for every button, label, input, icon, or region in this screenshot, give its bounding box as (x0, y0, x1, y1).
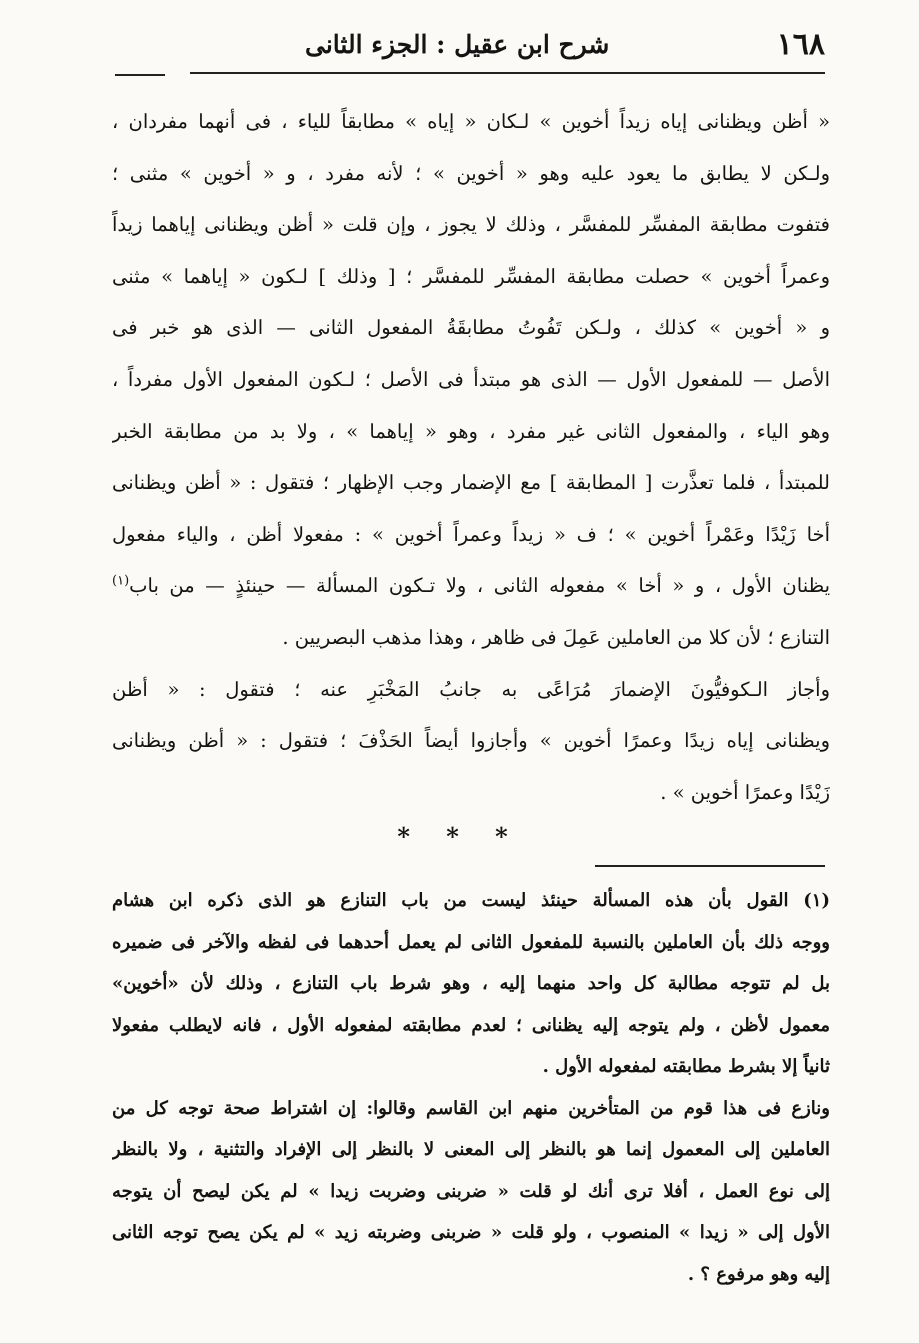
text-line-with-footnote (112, 560, 830, 612)
header-rule-short (115, 74, 165, 76)
footnote-1 (112, 880, 830, 1088)
text-line: ويظنانى إياه زيدًا وعمرًا أخوين » وأجازوا أيضاً الحَذْفَ ؛ فتقول : « أظن ويظنانى (112, 729, 830, 753)
running-title: شرح ابن عقيل : الجزء الثانى (305, 29, 610, 59)
footnote-marker: (١) (803, 890, 830, 911)
footnotes (112, 880, 830, 1295)
text-line: وعمراً أخوين » حصلت مطابقة المفسِّر للمفسَّر ؛ [ وذلك ] لـكون « إياهما » مثنى (112, 264, 830, 288)
text-line: و « أخوين » كذلك ، ولـكن تَفُوتُ مطابقَةُ المفعول الثانى — الذى هو خبر فى (112, 316, 830, 340)
footnote-line: معمول لأظن ، ولم يتوجه إليه يظنانى ؛ لعدم مطابقته لمفعوله الأول ، فانه لايطلب مفعولا (112, 1014, 830, 1036)
footnote-rule (595, 865, 825, 867)
page-number: ١٦٨ (776, 26, 825, 62)
footnote-line-content: القول بأن هذه المسألة حينئذ ليست من باب التنازع هو الذى ذكره ابن هشام (112, 890, 789, 911)
footnote-line: إلى نوع العمل ، أفلا ترى أنك لو قلت « ضربنى وضربت زيدا » لم يكن ليصح أن يتوجه (112, 1180, 830, 1202)
footnote-reference[interactable]: (١) (112, 573, 130, 589)
text-line: التنازع ؛ لأن كلا من العاملين عَمِلَ فى ظاهر ، وهذا مذهب البصريين . (282, 625, 830, 649)
text-line: الأصل — للمفعول الأول — الذى هو مبتدأ فى الأصل ؛ لـكون المفعول الأول مفرداً ، (112, 367, 830, 391)
footnote-line (112, 880, 830, 922)
text-line: للمبتدأ ، فلما تعذَّرت [ المطابقة ] مع الإضمار وجب الإظهار ؛ فتقول : « أظن ويظنانى (112, 471, 830, 495)
text-line: وأجاز الـكوفيُّونَ الإضمارَ مُرَاعًى به جانبُ المَخْبَرِ عنه ؛ فتقول : « أظن (112, 677, 830, 701)
text-line: فتفوت مطابقة المفسِّر للمفسَّر ، وذلك لا يجوز ، وإن قلت « أظن ويظنانى إياهما زيداً (112, 213, 830, 237)
paragraph-2 (112, 664, 830, 819)
text-line: أخا زَيْدًا وعَمْراً أخوين » ؛ ف « زيداً وعمراً أخوين » : مفعولا أظن ، والياء مفعول (112, 522, 830, 546)
footnote-1-continuation (112, 1088, 830, 1296)
paragraph-1 (112, 96, 830, 664)
footnote-line: ثانياً إلا بشرط مطابقته لمفعوله الأول . (542, 1056, 830, 1077)
footnote-line: العاملين إلى المعمول إنما هو بالنظر إلى المعنى لا بالنظر إلى الإفراد والتثنية ، ولا بالنظر (112, 1139, 830, 1160)
section-separator: * * * (397, 822, 522, 851)
header-rule (190, 72, 825, 74)
footnote-line: ونازع فى هذا قوم من المتأخرين منهم ابن القاسم وقالوا: إن اشتراط صحة توجه كل من (112, 1097, 830, 1119)
footnote-line: الأول إلى « زيدا » المنصوب ، ولو قلت « ضربنى وضربته زيد » لم يكن يصح توجه الثانى (112, 1222, 830, 1243)
text-line: « أظن ويظنانى إياه زيداً أخوين » لـكان « إياه » مطابقاً للياء ، فى أنهما مفردان ، (112, 110, 830, 133)
main-text (112, 96, 830, 818)
footnote-line: بل لم تتوجه مطالبة كل واحد منهما إليه ، وهو شرط باب التنازع ، وذلك لأن «أخوين» (112, 973, 830, 994)
page-header (115, 22, 825, 66)
text-line-content: يظنان الأول ، و « أخا » مفعوله الثانى ، ولا تـكون المسألة — حينئذٍ — من باب (129, 574, 830, 598)
footnote-line: إليه وهو مرفوع ؟ . (687, 1263, 830, 1285)
text-line: زَيْدًا وعمرًا أخوين » . (660, 780, 830, 804)
footnote-line: ووجه ذلك بأن العاملين بالنسبة للمفعول الثانى لم يعمل أحدهما فى لفظه والآخر فى ضميره (112, 931, 830, 953)
text-line: ولـكن لا يطابق ما يعود عليه وهو « أخوين » ؛ لأنه مفرد ، و « أخوين » مثنى ؛ (112, 161, 830, 185)
text-line: وهو الياء ، والمفعول الثانى غير مفرد ، وهو « إياهما » ، ولا بد من مطابقة الخبر (112, 419, 830, 443)
